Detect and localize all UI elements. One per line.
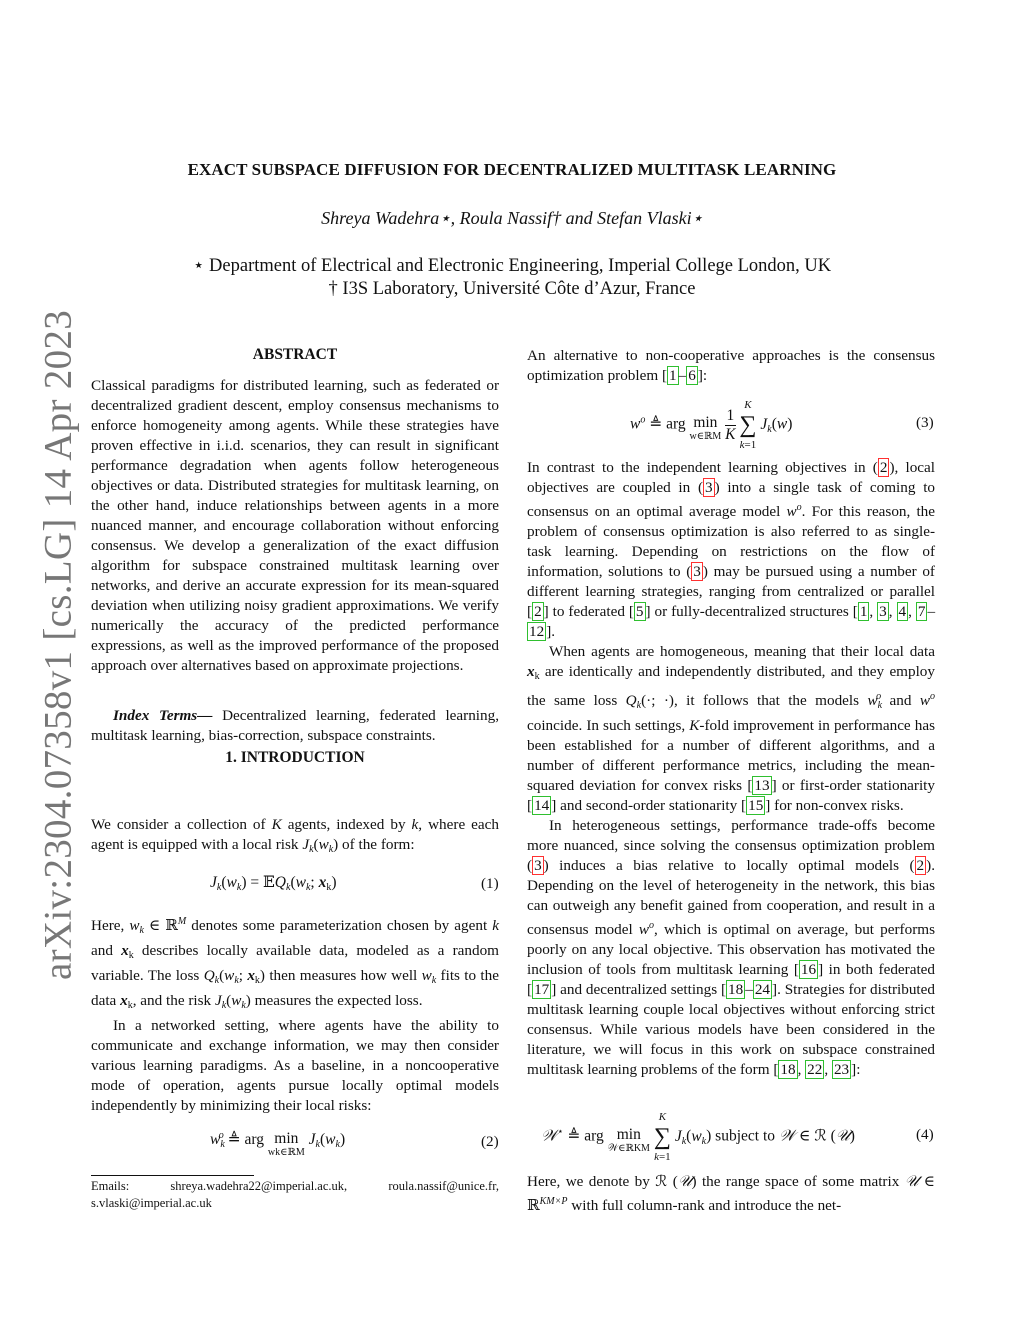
consensus-intro: An alternative to non-cooperative approaches is the consensus optimization problem [ 1 – 6 ]: [527,347,935,384]
equation-3-number: (3) [916,414,934,431]
equation-3: $w^o$ ≜ arg min w∈ℝM 1 K K ∑ k=1 $J_k(w)$ [630,399,793,451]
index-terms-text: Decentralized learning, federated learning, multitask learning, bias-correction, subspace constraints. [91,707,499,744]
index-terms-label: Index Terms— [113,707,213,724]
author-list: Shreya Wadehra⋆, Roula Nassif† and Stefan Vlaski⋆ [321,208,703,228]
footnote-rule [91,1175,254,1176]
equation-4-subscript: 𝒲∈ℝKM [607,1143,650,1154]
equation-2-number: (2) [481,1133,499,1150]
abstract-heading: ABSTRACT [252,346,338,363]
footnote-emails: Emails: shreya.wadehra22@imperial.ac.uk, roula.nassif@unice.fr, s.vlaski@imperial.ac.uk [91,1179,499,1210]
arxiv-identifier: arXiv:2304.07358v1 [cs.LG] 14 Apr 2023 [36,310,80,980]
equation-1-number: (1) [481,875,499,892]
intro-paragraph-2: Here, $w_k$ ∈ ℝ$^M$ denotes some parameterization chosen by agent k and $x_k$ describes locally available data, modeled as a random variable. The loss $Q_k(w_k$; $x_k$) then measures how well $w_k$ fits to the data $x_k$, and the risk $J_k(w_k)$ measures the expected loss. In a networked setting, where agents have the ability to communicate and exchange information, we may then consider various learning paradigms. As a baseline, in a noncooperative mode of operation, agents pursue locally optimal models independently by minimizing their local risks: [91,916,499,1114]
equation-4: 𝒲⋆ ≜ arg min 𝒲∈ℝKM K ∑ k=1 $J_k(w_k)$ subject to 𝒲 ∈ ℛ (𝒰) [541,1111,855,1163]
section-heading-introduction: 1. INTRODUCTION [225,749,365,766]
equation-4-number: (4) [916,1126,934,1143]
abstract-body [91,376,499,676]
intro-paragraph-1: We consider a collection of K agents, indexed by k, where each agent is equipped with a local risk $J_k(w_k)$ of the form: [91,816,499,855]
index-terms [91,706,499,746]
affiliation-2: † I3S Laboratory, Université Côte d’Azur, France [328,279,696,299]
intro-right-body: In contrast to the independent learning objectives in ( 2 ), local objectives are coupled in ( 3 ) into a single task of coming to consensus on an optimal average model $w^o$. For this reason, the problem of consensus optimization is also referred to as single-task learning. Depending on restrictions on the flow of information, solutions to ( 3 ) may be pursued using a number of different learning strategies, ranging from centralized or parallel [ 2 ] to federated [ 5 ] or fully-decentralized structures [ 1 , 3 , 4 , 7 –12 ]. When agents are homogeneous, meaning that their local data $x_k$ are identically and independently distributed, and they employ the same loss $Q_k(\cdot$; ·), it follows that the models $w_k^o$ and $w^o$ coincide. In such settings, K-fold improvement in performance has been established for a number of different algorithms, and a number of different performance metrics, including the mean-squared deviation for convex risks [ 13 ] or first-order stationarity [ 14 ] and second-order stationarity [ 15 ] for non-convex risks. In heterogeneous settings, performance trade-offs become more nuanced, since solving the consensus optimization problem ( 3 ) induces a bias relative to locally optimal models ( 2 ). Depending on the level of heterogeneity in the network, this bias can outweigh any benefit gained from cooperation, and result in a consensus model $w^o$, which is optimal on average, but performs poorly on any local objective. This observation has motivated the inclusion of tools from multitask learning [ 16 ] in both federated [ 17 ] and decentralized settings [ 18 – 24 ]. Strategies for distributed multitask learning couple local objectives without enforcing strict consensus. While various models have been considered in the literature, we will focus in this work on subspace constrained multitask learning problems of the form [ 18 , 22 , 23 ]: [527,459,936,1078]
paper-title: EXACT SUBSPACE DIFFUSION FOR DECENTRALIZED MULTITASK LEARNING [187,160,837,179]
equation-3-subscript: w∈ℝM [689,431,722,442]
equation-2-subscript: wk∈ℝM [267,1147,305,1158]
equation-1: $J_k(w_k)$ = $𝔼Q_k(w_k$; $x_k$) [210,874,337,893]
intro-right-closing: Here, we denote by ℛ (𝒰) the range space of some matrix 𝒰 ∈ ℝ$^{KM\times P}$ with full column-rank and introduce the net- [527,1173,936,1214]
equation-2: $w_k^o$ ≜ arg min wk∈ℝM $J_k(w_k)$ [210,1130,346,1158]
abstract-text: Classical paradigms for distributed learning, such as federated or decentralized gradient descent, employ consensus mechanisms to enforce homogeneity among agents. While these strategies have proven effective in i.i.d. scenarios, they can result in significant performance degradation when agents follow heterogeneous objectives or data. Distributed strategies for multitask learning, on the other hand, induce relationships between agents in a more nuanced manner, and encourage collaboration without enforcing consensus. We develop a generalization of the exact diffusion algorithm for subspace constrained multitask learning over networks, and derive an accurate expression for its mean-squared deviation when utilizing noisy gradient approximations. We verify numerically the accuracy of the predicted performance expressions, as well as the improved performance of the proposed approach over alternatives based on approximate projections. [91,377,499,674]
affiliation-1: ⋆ Department of Electrical and Electronic Engineering, Imperial College London, UK [192,256,832,276]
